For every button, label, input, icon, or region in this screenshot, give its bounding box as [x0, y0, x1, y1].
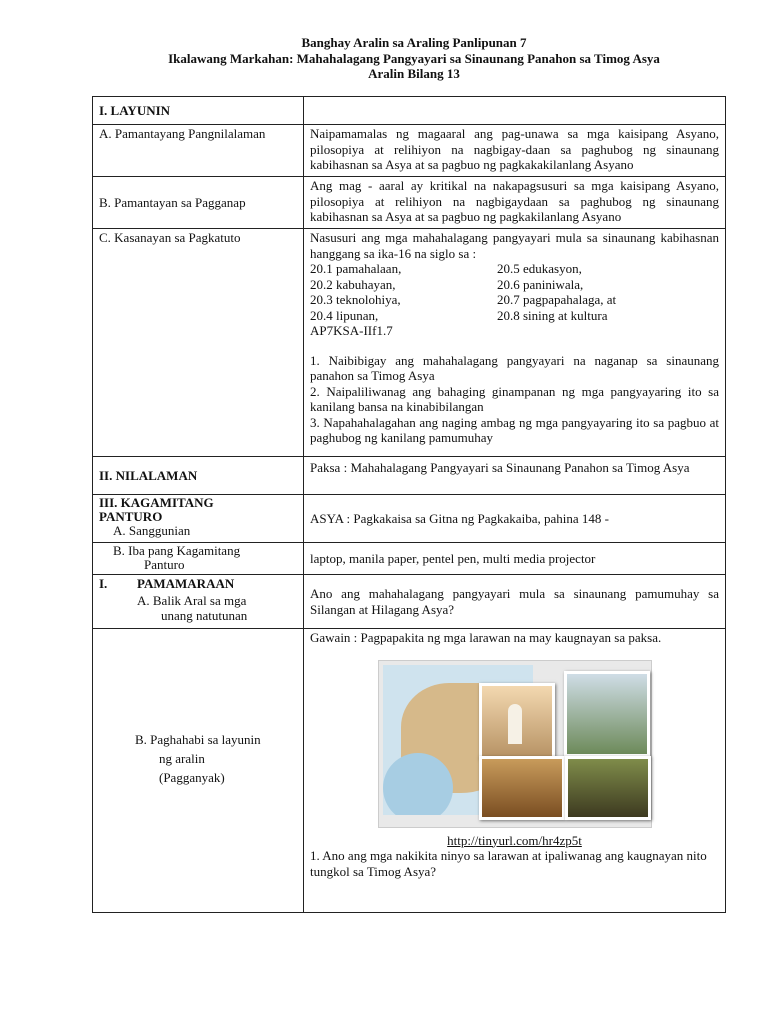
spacer	[310, 339, 719, 353]
balik-aral-text: Ano ang mahahalagang pangyayari mula sa sinaunang pamumuhay sa Silangan at Hilagang Asya?	[304, 575, 726, 629]
nilalaman-text: Paksa : Mahahalagang Pangyayari sa Sinaunang Panahon sa Timog Asya	[304, 457, 726, 495]
empty-cell	[304, 97, 726, 125]
balik-aral-label: A. Balik Aral sa mga	[137, 593, 247, 608]
kagamitan-heading-cont: PANTURO	[99, 509, 163, 524]
kasanayan-cell	[304, 229, 726, 457]
competency-item: 20.2 kabuhayan,	[310, 276, 396, 292]
paghahabi-content	[304, 629, 726, 913]
competency-row	[310, 308, 719, 324]
paghahabi-cell	[93, 629, 304, 913]
table-row	[93, 629, 726, 913]
pagganyak-question: 1. Ano ang mga nakikita ninyo sa larawan at ipaliwanag ang kaugnayan nito tungkol sa Timog Asya?	[310, 848, 707, 879]
river-valley-photo	[564, 671, 650, 757]
people-photo	[565, 756, 651, 820]
kasanayan-label: C. Kasanayan sa Pagkatuto	[93, 229, 304, 457]
south-asia-collage-image	[378, 660, 652, 828]
paghahabi-label-line: B. Paghahabi sa layunin	[135, 732, 261, 747]
table-row	[93, 97, 726, 125]
table-row	[93, 543, 726, 575]
pamamaraan-title: PAMAMARAAN	[137, 576, 235, 591]
iba-pang-kagamitan-cell	[93, 543, 304, 575]
animals-photo	[479, 756, 565, 820]
kasanayan-intro: Nasusuri ang mga mahahalagang pangyayari mula sa sinaunang kabihasnan hanggang sa ika-16 na siglo sa :	[310, 230, 719, 261]
competency-row	[310, 292, 719, 308]
iba-pang-kagamitan-label-cont: Panturo	[144, 557, 185, 572]
sanggunian-label: A. Sanggunian	[113, 523, 191, 538]
table-row	[93, 495, 726, 543]
pamamaraan-cell	[93, 575, 304, 629]
competency-item: 20.3 teknolohiya,	[310, 292, 401, 307]
competency-row	[310, 261, 719, 277]
quarter-subtitle: Ikalawang Markahan: Mahahalagang Pangyayari sa Sinaunang Panahon sa Timog Asya	[168, 51, 660, 66]
kagamitan-cell	[93, 495, 304, 543]
gawain-text: Gawain : Pagpapakita ng mga larawan na may kaugnayan sa paksa.	[310, 630, 662, 645]
table-row	[93, 575, 726, 629]
pamamaraan-number: I.	[99, 576, 108, 591]
paghahabi-label-line: (Pagganyak)	[159, 770, 225, 785]
competency-row	[310, 277, 719, 293]
objective-item: 1. Naibibigay ang mahahalagang pangyayari na naganap sa sinaunang panahon sa Timog Asya	[310, 352, 719, 383]
lesson-plan-table	[92, 96, 726, 913]
paghahabi-label	[135, 730, 297, 787]
document-title: Banghay Aralin sa Araling Panlipunan 7	[301, 35, 527, 50]
paghahabi-label-line: ng aralin	[159, 751, 205, 766]
sanggunian-text: ASYA : Pagkakaisa sa Gitna ng Pagkakaiba, pahina 148 -	[304, 495, 726, 543]
objective-item: 2. Naipaliliwanag ang bahaging ginampanan ng mga pangyayaring ito sa kanilang bansa na kinabibilangan	[310, 383, 719, 414]
pamantayan-sa-pagganap-text: Ang mag - aaral ay kritikal na nakapagsusuri sa mga kaisipang Asyano, pilosopiya at relihiyon na nagbigaydaan sa paghubog ng sinaunang kabihasnan sa Asya at sa pagbuo ng pagkakilanlang Asyano	[304, 177, 726, 229]
pamantayang-pangnilalaman-text: Naipamamalas ng magaaral ang pag-unawa sa mga kaisipang Asyano, pilosopiya at relihiyon na nagbigay-daan sa paghubog ng sinaunang kabihasnan sa Asya at sa pagbuo ng pagkakakilanlang Asyano	[304, 125, 726, 177]
lesson-number: Aralin Bilang 13	[368, 66, 460, 81]
pamantayan-sa-pagganap-label: B. Pamantayan sa Pagganap	[93, 177, 304, 229]
competency-item: 20.7 pagpapahalaga, at	[497, 292, 617, 307]
balik-aral-label-cont: unang natutunan	[161, 608, 248, 623]
image-source-link[interactable]: http://tinyurl.com/hr4zp5t	[447, 832, 582, 848]
competency-code: AP7KSA-IIf1.7	[310, 323, 393, 338]
pamantayang-pangnilalaman-label: A. Pamantayang Pangnilalaman	[93, 125, 304, 177]
layunin-heading: I. LAYUNIN	[93, 97, 304, 125]
taj-mahal-photo	[479, 683, 555, 759]
table-row	[93, 229, 726, 457]
table-row	[93, 177, 726, 229]
kagamitan-heading: III. KAGAMITANG	[99, 495, 214, 510]
competency-item: 20.6 paniniwala,	[497, 276, 584, 292]
table-row	[93, 457, 726, 495]
iba-pang-kagamitan-text: laptop, manila paper, pentel pen, multi media projector	[304, 543, 726, 575]
pamamaraan-heading	[99, 576, 297, 591]
competency-item: 20.8 sining at kultura	[497, 307, 608, 323]
table-row	[93, 125, 726, 177]
objective-item: 3. Napahahalagahan ang naging ambag ng mga pangyayaring ito sa pagbuo at paghubog ng kanilang pamumuhay	[310, 414, 719, 445]
competency-item: 20.1 pamahalaan,	[310, 261, 402, 276]
nilalaman-heading: II. NILALAMAN	[93, 457, 304, 495]
iba-pang-kagamitan-label: B. Iba pang Kagamitang	[113, 543, 241, 558]
competency-item: 20.5 edukasyon,	[497, 261, 582, 276]
competency-item: 20.4 lipunan,	[310, 307, 379, 323]
